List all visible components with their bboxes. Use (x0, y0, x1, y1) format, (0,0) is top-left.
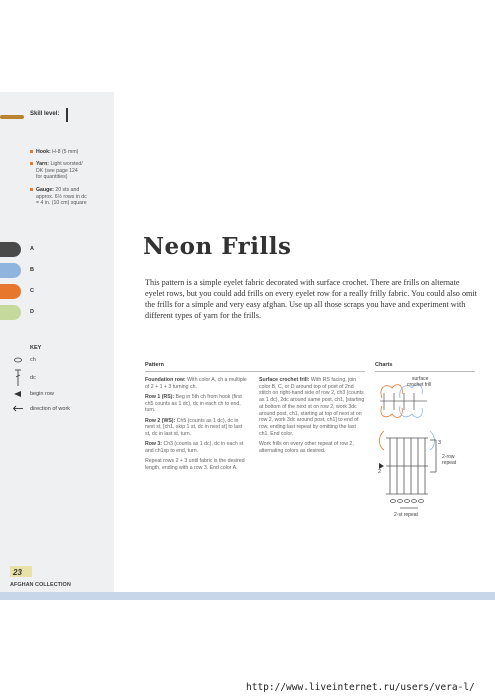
frill-label-line: crochet frill (407, 382, 432, 388)
hook-icon (0, 115, 24, 119)
step-label: Row 3: (145, 441, 163, 448)
step-label: Foundation row: (145, 377, 186, 383)
pattern-step (145, 458, 249, 471)
key-label-begin-row: begin row (30, 391, 54, 397)
page-number: 23 (13, 568, 22, 577)
step-text: Repeat rows 2 + 3 until fabric is the desired length, ending with a row 3. End color A. (145, 458, 245, 471)
stitch-chart (380, 431, 437, 508)
step-text: With RS facing, join color B, C, or D around top of post of 2nd stitch on right-hand side of row 2, ch3 (counts as 1 dc), 2dc around same post, ch1, [starting at bottom of the next st on row 2, work 3dc around post, ch1, starting at top of next st on row 2, work 3dc around post, ch1] to end of row, ending last repeat by omitting the last ch1. End color. (259, 377, 365, 437)
gauge-value-line: = 4 in. (10 cm) square (36, 200, 87, 207)
charts-heading: Charts (375, 362, 393, 368)
footer-label: AFGHAN COLLECTION (10, 582, 71, 588)
step-text: With color A, ch a multiple of 2 + 1 + 3 turning ch. (145, 377, 247, 390)
page-title: Neon Frills (143, 233, 292, 260)
gauge-value-line: 20 sts and (55, 187, 80, 193)
pattern-step (259, 377, 365, 437)
bullet-icon (30, 188, 33, 191)
repeat-row-label-line: 2-row (442, 454, 455, 460)
crochet-chart (372, 376, 482, 522)
color-label-c: C (30, 288, 34, 294)
frill-chart (380, 385, 427, 418)
step-label: Row 2 (WS): (145, 417, 176, 424)
pattern-step (145, 441, 249, 454)
pattern-heading: Pattern (145, 362, 164, 368)
direction-arrow-icon (12, 405, 24, 412)
row-number-2: 2 (378, 469, 382, 475)
source-url: http://www.liveinternet.ru/users/vera-l/ (246, 682, 475, 693)
pattern-step (259, 441, 365, 454)
gauge-spec (30, 187, 114, 207)
page-bottom-band (0, 592, 495, 600)
row-number-3: 3 (438, 440, 442, 446)
yarn-spec (30, 161, 110, 181)
yarn-value-line: for quantities) (36, 174, 68, 181)
charts-rule (375, 371, 475, 372)
stitch-repeat-label: 2-st repeat (394, 512, 418, 518)
step-text: Ch3 (counts as 1 dc), dc in each st and ch1sp to end, turn. (145, 441, 244, 454)
color-swatch-c (0, 284, 21, 299)
bullet-icon (30, 162, 33, 165)
intro-paragraph: This pattern is a simple eyelet fabric decorated with surface crochet. There are frills on alternate eyelet rows, but you could add frills on every eyelet row for a really frilly fabric. You could also omit the frills for a simple and very easy afghan. Use up all those scraps you have and experiment with different types of yarn for the frills. (145, 278, 477, 321)
skill-level-bar (66, 108, 68, 122)
step-text: Work frills on every other repeat of row 2, alternating colors as desired. (259, 440, 354, 454)
gauge-label: Gauge: (36, 187, 54, 193)
double-crochet-icon (14, 369, 22, 387)
yarn-label: Yarn: (36, 161, 49, 167)
pattern-step (145, 418, 249, 438)
color-label-d: D (30, 309, 34, 315)
bullet-icon (30, 150, 33, 153)
color-label-b: B (30, 267, 34, 273)
step-label: Surface crochet frill: (259, 377, 310, 383)
pattern-column-1 (145, 377, 249, 475)
repeat-row-label-line: repeat (442, 460, 457, 466)
color-swatch-b (0, 263, 21, 278)
color-swatch-d (0, 305, 21, 320)
frill-label-line: surface (412, 376, 429, 382)
step-text: Beg in 5th ch from hook (first ch5 counts as 1 dc), dc in each ch to end, turn. (145, 393, 242, 414)
begin-row-arrow-icon (13, 391, 23, 397)
hook-spec (30, 149, 78, 156)
key-label-direction: direction of work (30, 406, 71, 412)
pattern-step (145, 377, 249, 390)
hook-label: Hook: (36, 149, 51, 155)
color-swatch-a (0, 242, 21, 257)
key-label-dc: dc (30, 375, 36, 381)
hook-value: H-8 (5 mm) (52, 149, 79, 155)
chain-oval-icon (13, 357, 23, 363)
skill-level-label: Skill level: (30, 111, 60, 117)
step-label: Row 1 (RS): (145, 393, 175, 400)
key-title: KEY (30, 345, 42, 351)
pattern-column-2 (259, 377, 365, 458)
gauge-value-line: approx. 6½ rows in dc (36, 193, 87, 200)
pattern-rule (145, 371, 365, 372)
pattern-step (145, 394, 249, 414)
color-label-a: A (30, 246, 34, 252)
yarn-value-line: DK (see page 124 (36, 167, 78, 174)
step-text: Ch5 (counts as 1 dc), dc in next st, [ch1, skip 1 st, dc in next st] to last st, dc in last st, turn. (145, 417, 243, 437)
key-label-ch: ch (30, 357, 36, 363)
yarn-value-line: Light worsted/ (50, 161, 83, 167)
